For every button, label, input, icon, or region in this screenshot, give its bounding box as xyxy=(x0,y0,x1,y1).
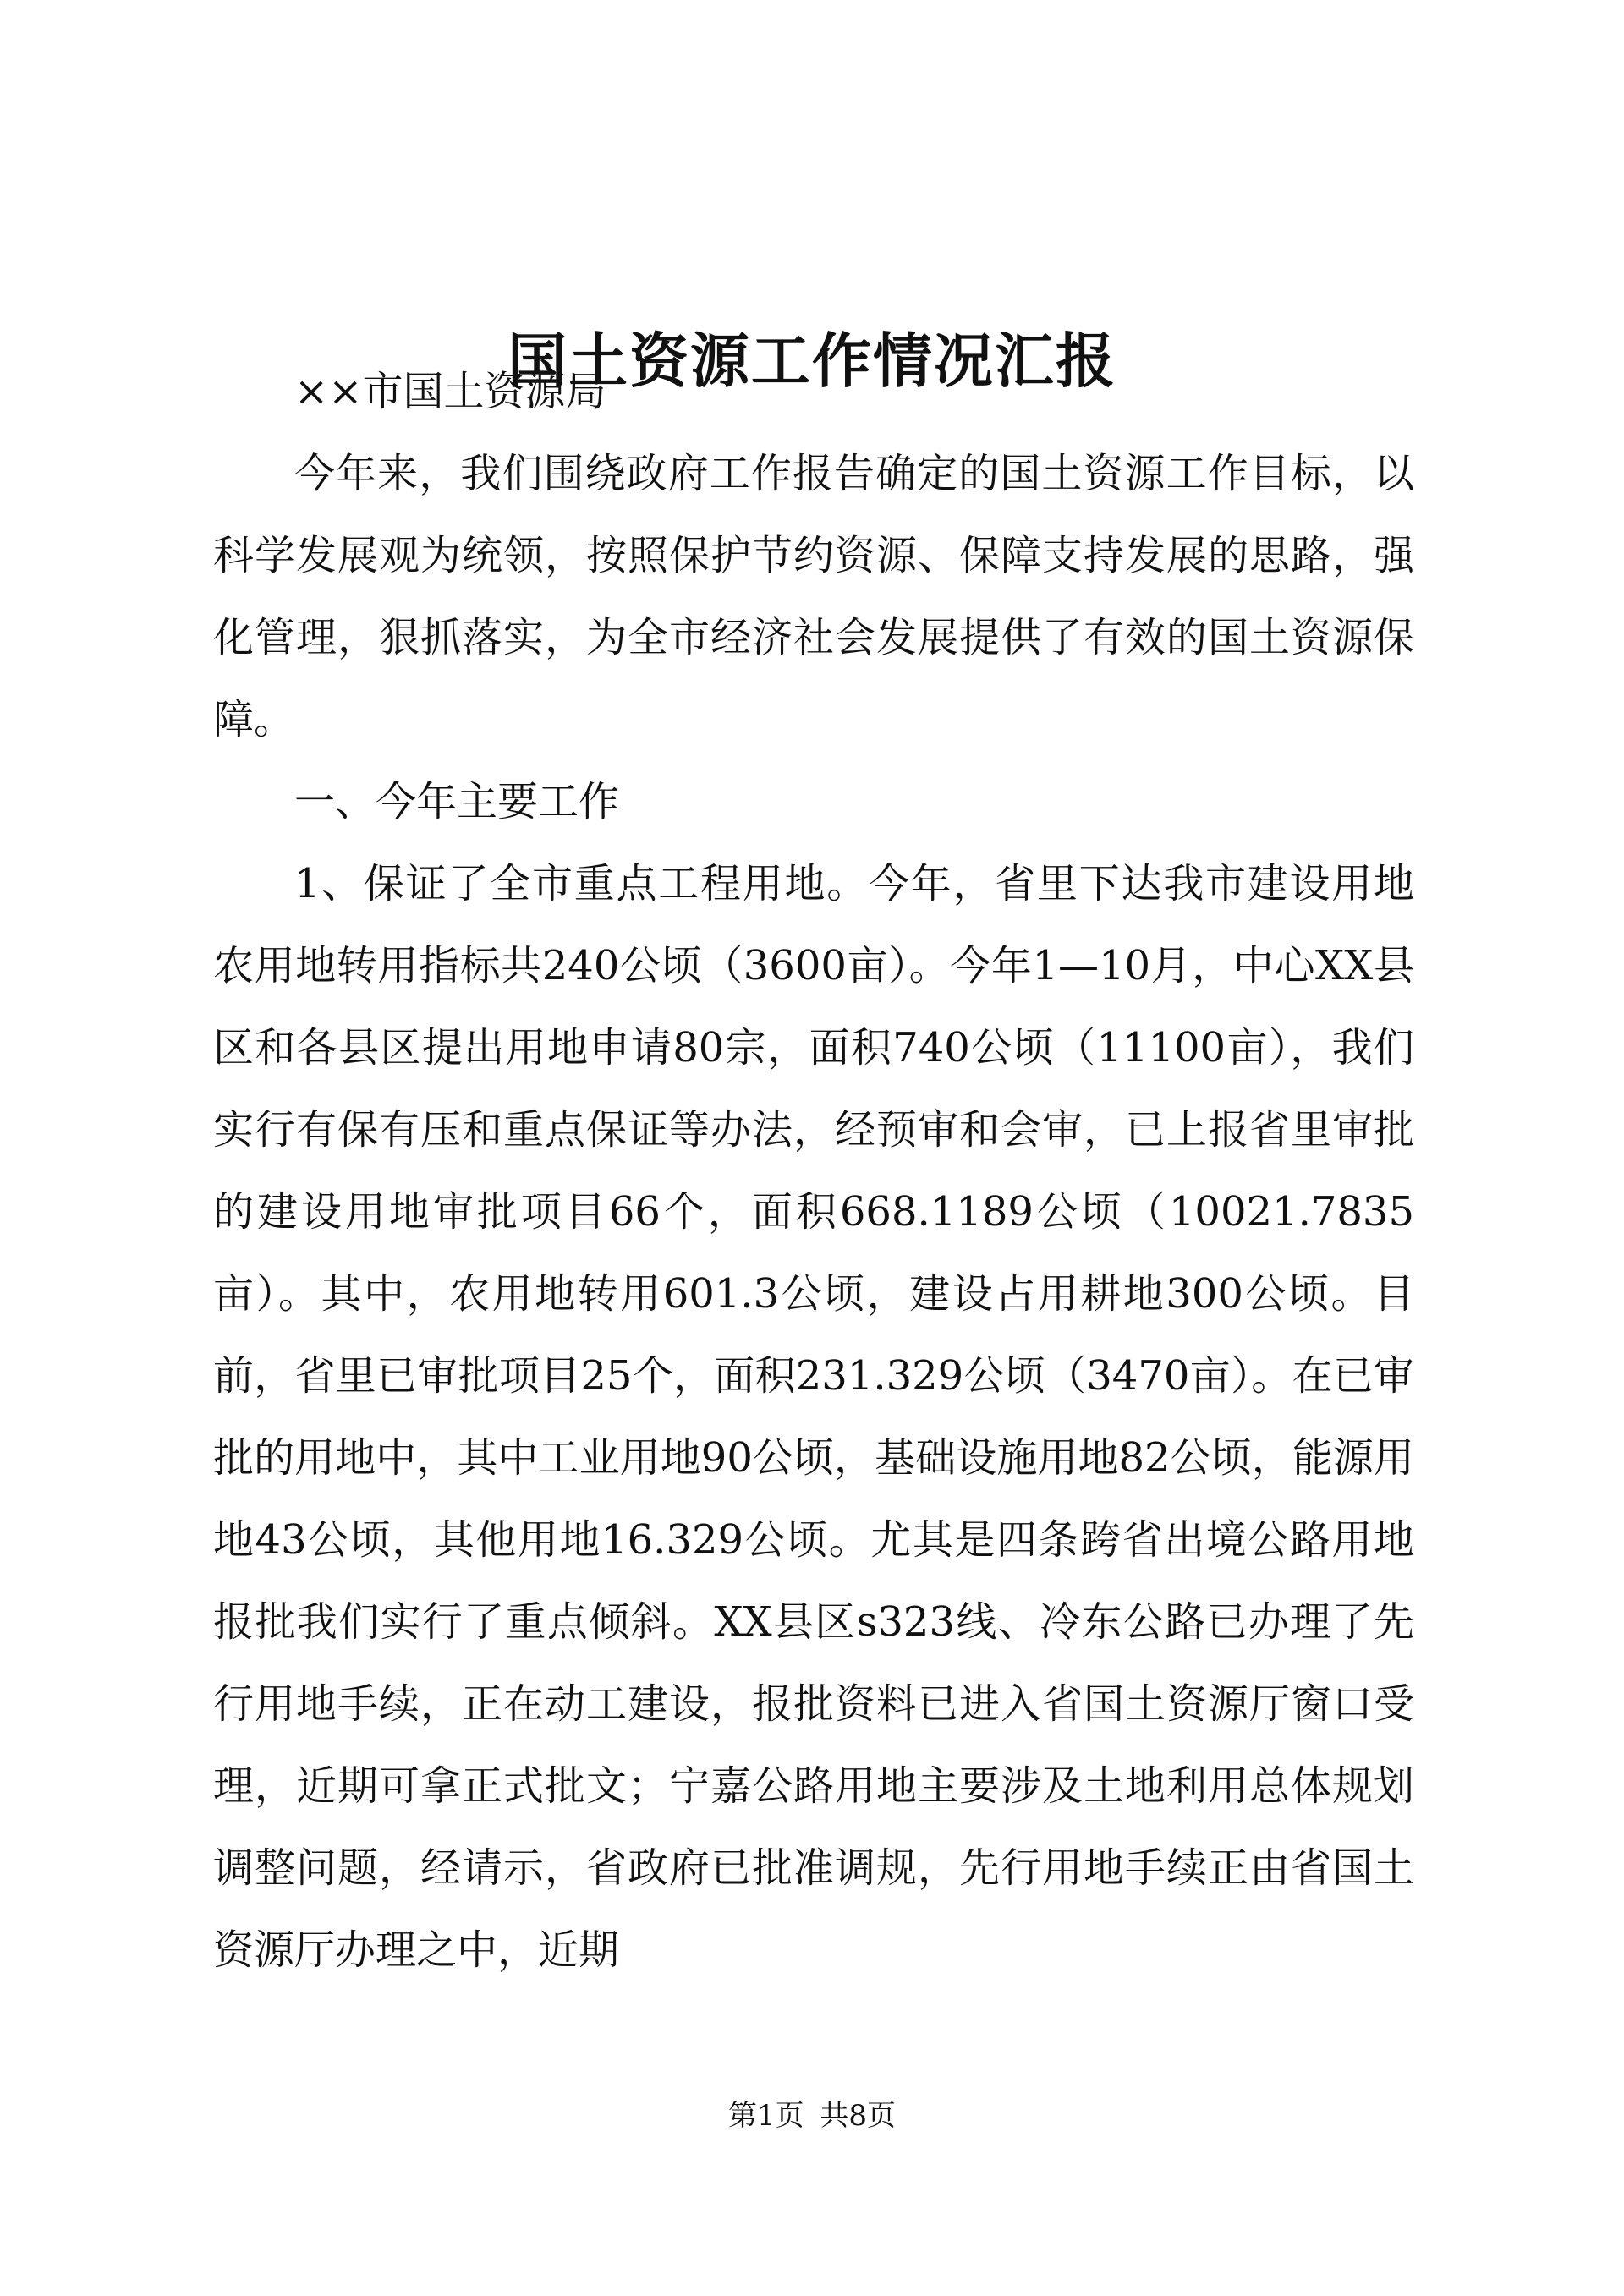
author-line: ××市国土资源局 xyxy=(294,368,606,415)
section-heading: 一、今年主要工作 xyxy=(294,778,620,825)
document-body xyxy=(213,351,1414,1992)
paragraph-item-1: 1、保证了全市重点工程用地。今年，省里下达我市建设用地农用地转用指标共240公顷（3600亩）。今年1—10月，中心XX县区和各县区提出用地申请80宗，面积740公顷（11100亩），我们实行有保有压和重点保证等办法，经预审和会审，已上报省里审批的建设用地审批项目66个，面积668.1189公顷（10021.7835亩）。其中，农用地转用601.3公顷，建设占用耕地300公顷。目前，省里已审批项目25个，面积231.329公顷（3470亩）。在已审批的用地中，其中工业用地90公顷，基础设施用地82公顷，能源用地43公顷，其他用地16.329公顷。尤其是四条跨省出境公路用地报批我们实行了重点倾斜。XX县区s323线、冷东公路已办理了先行用地手续，正在动工建设，报批资料已进入省国土资源厅窗口受理，近期可拿正式批文；宁嘉公路用地主要涉及土地利用总体规划调整问题，经请示，省政府已批准调规，先行用地手续正由省国土资源厅办理之中，近期 xyxy=(213,860,1414,1974)
page-total: 共8页 xyxy=(820,2099,897,2133)
paragraph-intro: 今年来，我们围绕政府工作报告确定的国土资源工作目标，以科学发展观为统领，按照保护节约资源、保障支持发展的思路，强化管理，狠抓落实，为全市经济社会发展提供了有效的国土资源保障。 xyxy=(213,450,1414,743)
page-number: 第1页 xyxy=(727,2099,804,2133)
page-footer xyxy=(0,2097,1624,2134)
document-title: 国土资源工作情况汇报 xyxy=(508,325,1116,396)
